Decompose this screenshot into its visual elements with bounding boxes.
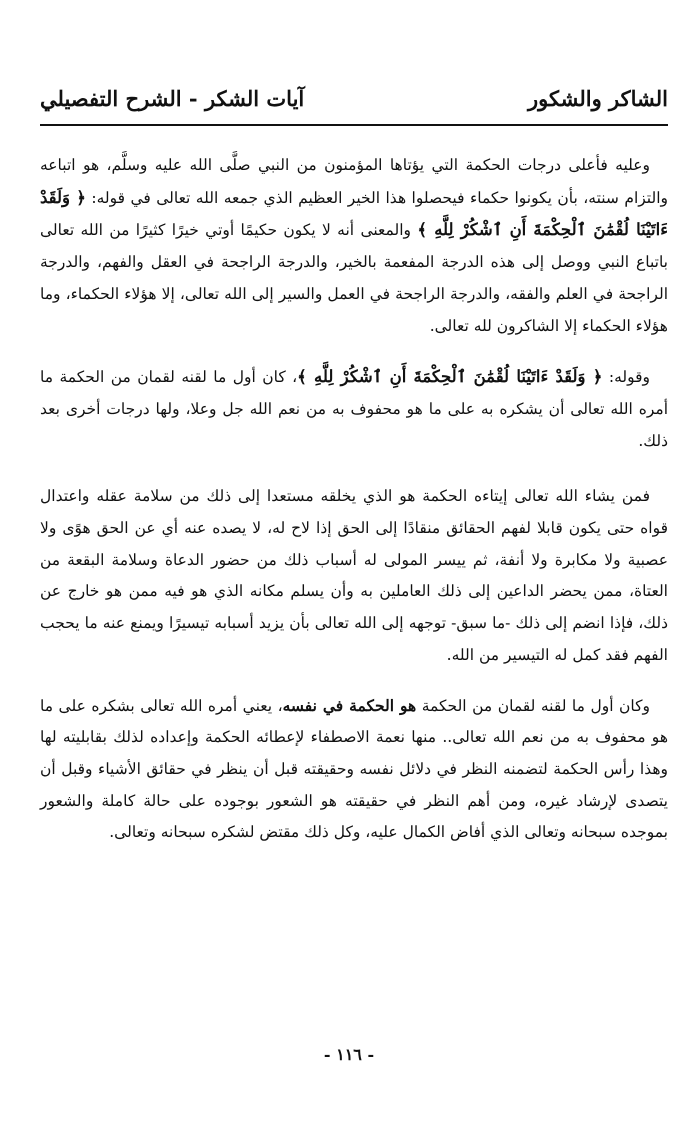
- header-section-title: آيات الشكر - الشرح التفصيلي: [40, 86, 305, 111]
- paragraph-2-intro: وقوله:: [608, 368, 651, 387]
- paragraph-spacer: [40, 672, 668, 690]
- paragraph-1-intro: وعليه فأعلى درجات الحكمة التي يؤتاها المؤمنون من النبي صلَّى الله عليه وسلَّم، هو اتباعه والتزام سنته، بأن يكونوا حكماء فيحصلوا هذا الخير العظيم الذي جمعه الله تعالى في قوله:: [40, 156, 668, 207]
- paragraph-4-intro: وكان أول ما لقنه لقمان من الحكمة: [416, 696, 651, 715]
- paragraph-4: [40, 690, 668, 850]
- paragraph-2-rest: ، كان أول ما لقنه لقمان من الحكمة ما أمره الله تعالى أن يشكره به على ما هو محفوف به من نعم الله جل وعلا، ولها درجات أخرى بعد ذلك.: [40, 368, 668, 450]
- quran-verse: ﴿ وَلَقَدْ ءَاتَيْنَا لُقْمَٰنَ ٱلْحِكْمَةَ أَنِ ٱشْكُرْ لِلَّهِ ﴾: [297, 367, 603, 387]
- header-book-title: الشاكر والشكور: [528, 86, 668, 111]
- paragraph-1: [40, 150, 668, 342]
- paragraph-spacer: [40, 457, 668, 481]
- paragraph-spacer: [40, 342, 668, 361]
- main-text: [40, 150, 668, 849]
- paragraph-2: [40, 361, 668, 457]
- page-number: - ١١٦ -: [323, 1045, 375, 1064]
- quran-verse: ﴿ وَلَقَدْ ءَاتَيْنَا لُقْمَٰنَ ٱلْحِكْمَةَ أَنِ ٱشْكُرْ لِلَّهِ ﴾: [40, 187, 668, 240]
- running-header: [40, 82, 668, 126]
- header-divider: [40, 124, 668, 126]
- paragraph-1-rest: والمعنى أنه لا يكون حكيمًا أوتي خيرًا كثيرًا من الله تعالى باتباع النبي ووصل إلى هذه الدرجة المفعمة بالخير، والدرجة الراجحة في العقل والفهم، والدرجة الراجحة في العلم والفقه، والدرجة الراجحة في العمل والسير إلى الله تعالى، إلا هؤلاء الحكماء، وما هؤلاء الحكماء إلا الشاكرون لله تعالى.: [40, 221, 668, 335]
- paragraph-4-rest: ، يعني أمره الله تعالى بشكره على ما هو محفوف به من نعم الله تعالى.. منها نعمة الاصطفاء لإعطائه الحكمة وإعداده لذلك بقابليته لها وهذا رأس الحكمة لتضمنه النظر في دلائل نفسه وحقيقته قبل أن ينظر في حقائق الأشياء وقبل أن يتصدى لإرشاد غيره، ومن أهم النظر في حقيقته هو الشعور بوجوده على حالة كاملة والشعور بموجده سبحانه وتعالى الذي أفاض الكمال عليه، وكل ذلك مقتض لشكره سبحانه وتعالى.: [40, 696, 668, 842]
- paragraph-3: فمن يشاء الله تعالى إيتاءه الحكمة هو الذي يخلقه مستعدا إلى ذلك من سلامة عقله واعتدال قواه حتى يكون قابلا لفهم الحقائق منقادًا إلى الحق إذا لاح له، لا يصده عنه أي عن الحق هوًى ولا عصبية ولا مكابرة ولا أنفة، ثم ييسر المولى له أسباب ذلك من حضور الدعاة وسلامة البقعة من العتاة، ممن يحضر الداعين إلى ذلك العاملين به وأن يسلم مكانه الذي هو فيه ممن هو خارج عن ذلك، فإذا انضم إلى ذلك -ما سبق- توجهه إلى الله تعالى بأن يزيد أسبابه تيسيرًا ويمنع عنه ما يحجب الفهم فقد كمل له التيسير من الله.: [40, 487, 668, 664]
- emphasis-text: هو الحكمة في نفسه: [282, 695, 417, 715]
